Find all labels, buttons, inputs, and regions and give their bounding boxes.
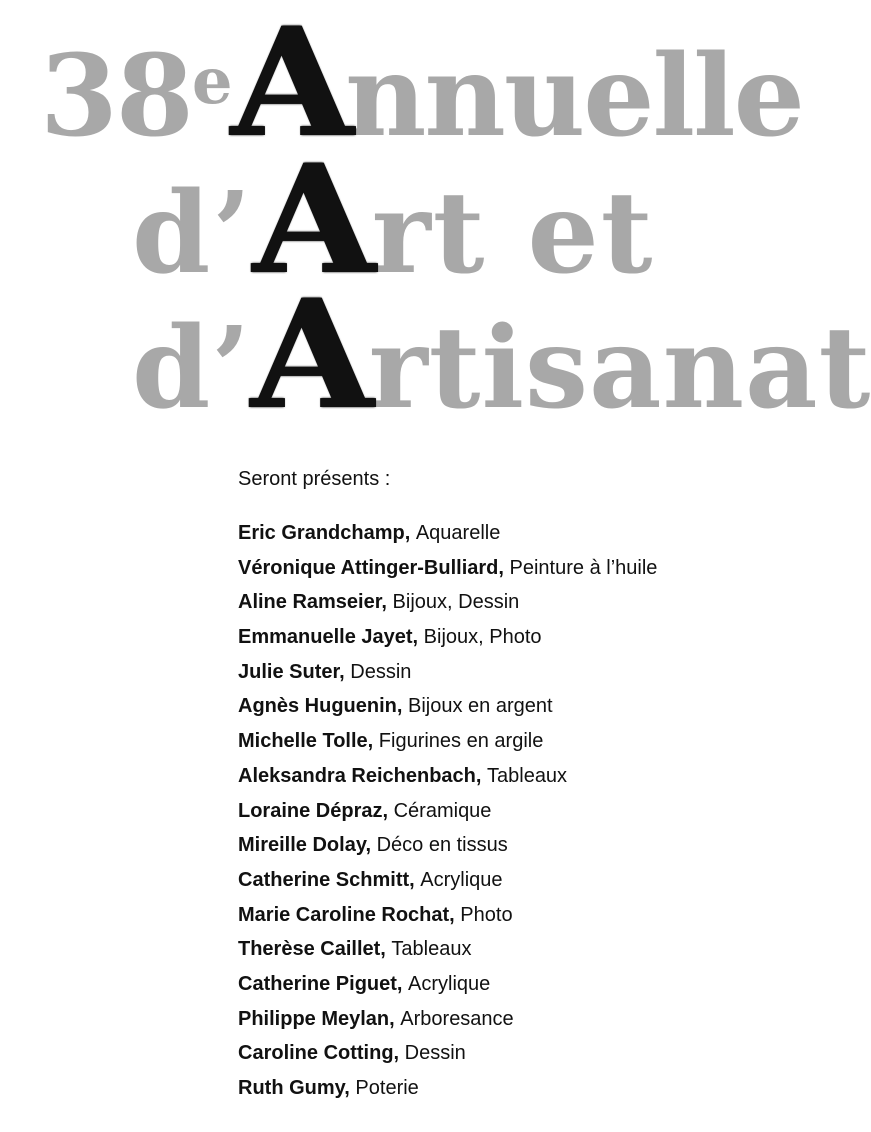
title-line-1-rest: nnuelle <box>344 31 803 162</box>
exhibitor-discipline: Acrylique <box>408 972 491 995</box>
separator: , <box>449 903 461 926</box>
exhibitor-row <box>238 620 778 655</box>
title-line-2-prefix: d’ <box>132 168 254 299</box>
exhibitor-discipline: Peinture à l’huile <box>509 556 658 579</box>
exhibitor-row <box>238 898 778 933</box>
exhibitor-name: Véronique Attinger-Bulliard <box>238 556 499 579</box>
exhibitor-row <box>238 689 778 724</box>
exhibitor-discipline: Poterie <box>355 1077 419 1099</box>
separator: , <box>412 626 424 649</box>
exhibitor-name: Aleksandra Reichenbach <box>238 764 476 787</box>
exhibitor-row <box>238 828 778 863</box>
separator: , <box>380 938 392 961</box>
exhibitor-row <box>238 724 778 759</box>
exhibitor-rows <box>238 516 778 1106</box>
separator: , <box>381 591 393 614</box>
list-intro: Seront présents : <box>238 468 391 490</box>
exhibitor-name: Caroline Cotting <box>238 1042 394 1065</box>
title-initial-letter: A <box>230 0 351 171</box>
separator: , <box>382 799 394 822</box>
exhibitor-name: Mireille Dolay <box>238 834 366 857</box>
separator: , <box>367 730 379 753</box>
separator: , <box>396 695 409 718</box>
exhibitor-name: Catherine Piguet <box>238 972 397 995</box>
separator: , <box>409 868 421 891</box>
title-initial-letter: A <box>251 267 375 443</box>
event-title <box>0 0 871 443</box>
exhibitor-name: Agnès Huguenin <box>238 695 397 718</box>
exhibitor-row <box>238 585 778 620</box>
separator: , <box>389 1007 401 1030</box>
exhibitor-list <box>238 466 778 1106</box>
separator: , <box>339 660 351 683</box>
exhibitor-row <box>238 863 778 898</box>
title-line-1-prefix: 38 <box>40 31 192 162</box>
exhibitor-discipline: Arboresance <box>400 1007 514 1030</box>
exhibitor-discipline: Dessin <box>350 660 412 683</box>
exhibitor-row <box>238 794 778 829</box>
exhibitor-name: Aline Ramseier <box>238 591 382 614</box>
exhibitor-name: Julie Suter <box>238 660 340 683</box>
exhibitor-discipline: Bijoux, Photo <box>423 626 542 649</box>
title-line-2 <box>132 132 655 308</box>
exhibitor-name: Emmanuelle Jayet <box>238 626 413 649</box>
exhibitor-name: Marie Caroline Rochat <box>238 903 450 926</box>
title-line-3-prefix: d’ <box>132 303 252 434</box>
title-initial-letter: A <box>253 132 378 308</box>
exhibitor-discipline: Déco en tissus <box>376 834 508 857</box>
exhibitor-discipline: Tableaux <box>487 764 568 787</box>
exhibitor-row <box>238 967 778 1002</box>
exhibitor-name: Philippe Meylan <box>238 1007 390 1030</box>
title-line-2-rest: rt et <box>371 168 655 299</box>
exhibitor-discipline: Acrylique <box>420 868 503 891</box>
exhibitor-row <box>238 1036 778 1071</box>
exhibitor-name: Therèse Caillet <box>238 938 381 961</box>
exhibitor-discipline: Céramique <box>393 799 492 822</box>
exhibitor-row <box>238 655 778 690</box>
separator: , <box>365 834 377 857</box>
exhibitor-name: Eric Grandchamp <box>238 522 405 544</box>
exhibitor-discipline: Photo <box>460 903 513 926</box>
exhibitor-row <box>238 516 778 551</box>
exhibitor-row <box>238 1002 778 1037</box>
exhibitor-discipline: Bijoux en argent <box>408 695 553 718</box>
exhibitor-row <box>238 551 778 586</box>
exhibitor-name: Loraine Dépraz <box>238 799 383 822</box>
separator: , <box>498 556 510 579</box>
title-line-3 <box>132 267 871 443</box>
exhibitor-row <box>238 759 778 794</box>
exhibitor-row <box>238 1071 778 1106</box>
title-line-3-rest: rtisanat <box>368 303 871 434</box>
exhibitor-discipline: Bijoux, Dessin <box>392 591 520 614</box>
exhibitor-name: Michelle Tolle <box>238 730 368 753</box>
exhibitor-discipline: Dessin <box>404 1042 466 1065</box>
separator: , <box>404 522 416 544</box>
exhibitor-discipline: Tableaux <box>391 938 472 961</box>
separator: , <box>475 764 487 787</box>
separator: , <box>344 1077 356 1099</box>
exhibitor-discipline: Figurines en argile <box>378 730 544 753</box>
exhibitor-name: Catherine Schmitt <box>238 868 410 891</box>
separator: , <box>396 972 409 995</box>
exhibitor-discipline: Aquarelle <box>415 522 501 544</box>
separator: , <box>393 1042 405 1065</box>
exhibitor-row <box>238 932 778 967</box>
title-ordinal-superscript: e <box>191 44 231 119</box>
title-line-1 <box>40 0 803 171</box>
exhibitor-name: Ruth Gumy <box>238 1077 345 1099</box>
